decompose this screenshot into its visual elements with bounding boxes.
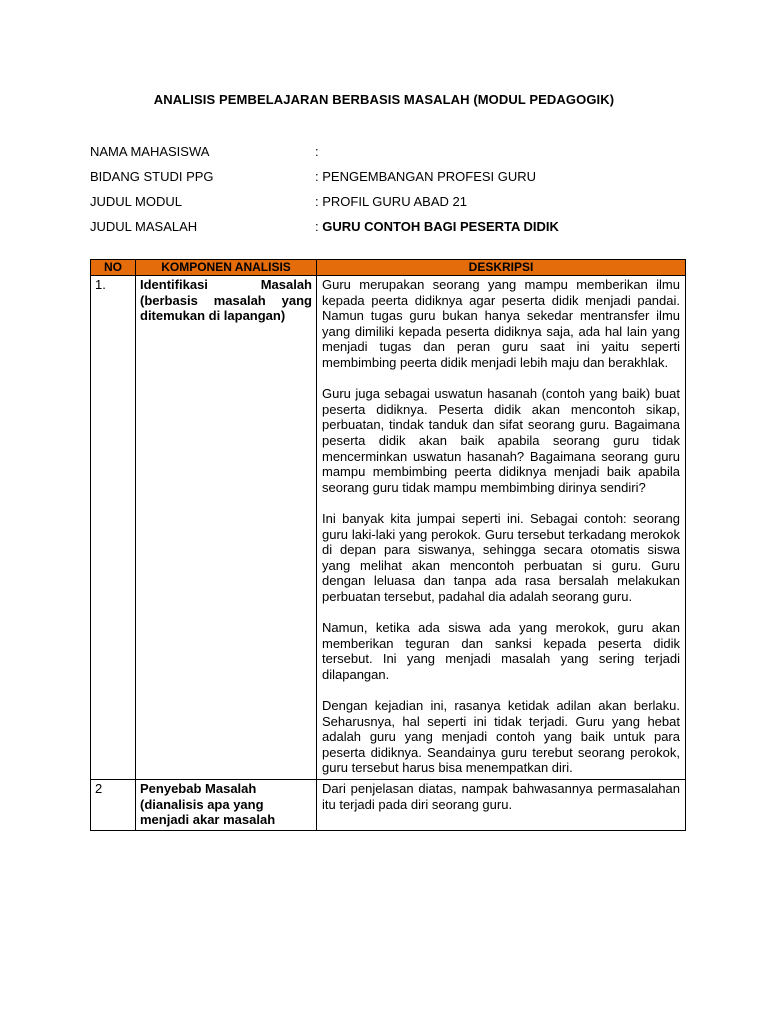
header-komponen: KOMPONEN ANALISIS — [136, 260, 317, 276]
row-number: 1. — [91, 276, 136, 780]
table-header-row — [91, 260, 686, 276]
description-paragraph: Dari penjelasan diatas, nampak bahwasannya permasalahan itu terjadi pada diri seorang guru. — [322, 781, 680, 812]
meta-value: : — [315, 144, 319, 159]
meta-value: : PROFIL GURU ABAD 21 — [315, 194, 467, 209]
meta-label: BIDANG STUDI PPG — [90, 169, 214, 184]
description-paragraph: Guru merupakan seorang yang mampu memberikan ilmu kepada peerta didiknya agar peserta didik menjadi pandai. Namun tugas guru bukan hanya sekedar mentransfer ilmu yang dimiliki kepada peserta didiknya saja, ada hal lain yang menjadi tugas dan peran guru saat ini yaitu seperti membimbing peerta didik menjadi lebih maju dan berakhlak. — [322, 277, 680, 370]
description-paragraph: Ini banyak kita jumpai seperti ini. Sebagai contoh: seorang guru laki-laki yang perokok. Guru tersebut terkadang merokok di depan para siswanya, sehingga secara otomatis siswa yang melihat akan mencontoh perbuatan si guru. Guru dengan leluasa dan tanpa ada rasa bersalah melakukan perbuatan tersebut, padahal dia adalah seorang guru. — [322, 510, 680, 604]
page-title: ANALISIS PEMBELAJARAN BERBASIS MASALAH (MODUL PEDAGOGIK) — [153, 92, 615, 107]
row-component: Identifikasi Masalah (berbasis masalah yang ditemukan di lapangan) — [136, 276, 317, 780]
table-row — [91, 780, 686, 831]
header-deskripsi: DESKRIPSI — [317, 260, 686, 276]
meta-label: JUDUL MASALAH — [90, 219, 198, 234]
meta-value: : PENGEMBANGAN PROFESI GURU — [315, 169, 537, 184]
meta-label: JUDUL MODUL — [90, 194, 182, 209]
meta-label: NAMA MAHASISWA — [90, 144, 210, 159]
row-number: 2 — [91, 780, 136, 831]
row-description — [317, 780, 686, 831]
meta-value-prefix: : — [315, 219, 323, 234]
meta-value-wrapper — [315, 219, 559, 235]
row-component: Penyebab Masalah (dianalisis apa yang menjadi akar masalah — [136, 780, 317, 831]
description-paragraph: Guru juga sebagai uswatun hasanah (contoh yang baik) buat peserta didiknya. Peserta didik akan mencontoh sikap, perbuatan, tindak tanduk dan sifat seorang guru. Bagaimana peserta didik akan baik apabila seorang guru tidak mencerminkan uswatun hasanah? Bagaimana seorang guru mampu membimbing peerta didiknya menjadi baik apabila seorang guru tidak mampu membimbing dirinya sendiri? — [322, 386, 680, 495]
header-no: NO — [91, 260, 136, 276]
analysis-table — [90, 259, 686, 831]
description-paragraph: Dengan kejadian ini, rasanya ketidak adilan akan berlaku. Seharusnya, hal seperti ini tidak terjadi. Guru yang hebat adalah guru yang menjadi contoh yang baik untuk para peserta didiknya. Seandainya guru terebut seorang perokok, guru tersebut harus bisa menempatkan diri. — [322, 698, 680, 776]
table-row — [91, 276, 686, 780]
description-paragraph: Namun, ketika ada siswa ada yang merokok, guru akan memberikan teguran dan sanksi kepada peserta didik tersebut. Ini yang menjadi masalah yang sering terjadi dilapangan. — [322, 620, 680, 682]
meta-value: GURU CONTOH BAGI PESERTA DIDIK — [322, 219, 559, 234]
row-description — [317, 276, 686, 780]
